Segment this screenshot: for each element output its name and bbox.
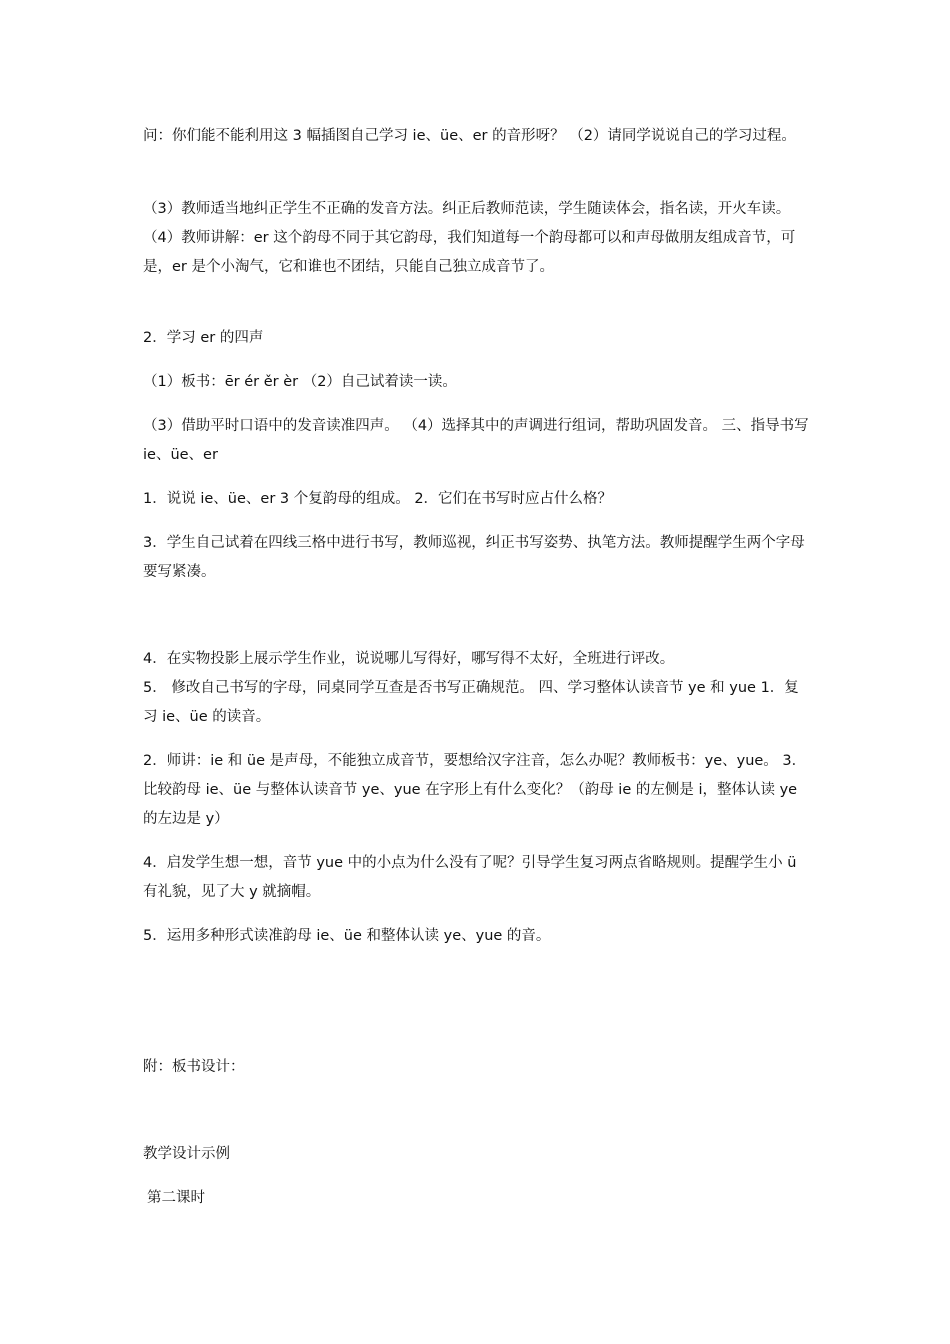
paragraph-writing-practice: 3．学生自己试着在四线三格中进行书写，教师巡视，纠正书写姿势、执笔方法。教师提醒学生两个字母要写紧凑。 xyxy=(143,535,805,580)
paragraph-question-illustrations: 问：你们能不能利用这 3 幅插图自己学习 ie、üe、er 的音形呀？ （2）请同学说说自己的学习过程。 xyxy=(143,128,796,144)
paragraph-teacher-correction: （3）教师适当地纠正学生不正确的发音方法。纠正后教师范读，学生随读体会，指名读，开火车读。 （4）教师讲解：er 这个韵母不同于其它韵母，我们知道每一个韵母都可以和声母做朋友组成音节，可是，er 是个小淘气，它和谁也不团结，只能自己独立成音节了。 xyxy=(143,201,796,275)
section-title-example: 教学设计示例 xyxy=(143,1146,230,1162)
paragraph-projection: 4．在实物投影上展示学生作业，说说哪儿写得好，哪写得不太好，全班进行评改。 xyxy=(143,651,675,667)
paragraph-composition: 1．说说 ie、üe、er 3 个复韵母的组成。 2．它们在书写时应占什么格？ xyxy=(143,491,613,507)
paragraph-dots-rule: 4．启发学生想一想，音节 yue 中的小点为什么没有了呢？引导学生复习两点省略规则。提醒学生小 ü 有礼貌，见了大 y 就摘帽。 xyxy=(143,855,797,900)
paragraph-revision: 5． 修改自己书写的字母，同桌同学互查是否书写正确规范。 四、学习整体认读音节 ye 和 yue 1．复习 ie、üe 的读音。 xyxy=(143,680,799,725)
paragraph-teacher-explains: 2．师讲：ie 和 üe 是声母，不能独立成音节，要想给汉字注音，怎么办呢？教师板书：ye、yue。 3．比较韵母 ie、üe 与整体认读音节 ye、yue 在字形上有什么变化？（韵母 ie 的左侧是 i，整体认读 ye 的左边是 y） xyxy=(143,753,807,827)
paragraph-board-design: 附：板书设计： xyxy=(143,1059,245,1075)
paragraph-section-er-tones: 2．学习 er 的四声 xyxy=(143,330,264,346)
paragraph-practice-reading: 5．运用多种形式读准韵母 ie、üe 和整体认读 ye、yue 的音。 xyxy=(143,928,551,944)
section-title-second-lesson: 第二课时 xyxy=(147,1190,205,1206)
paragraph-four-tones: （3）借助平时口语中的发音读准四声。 （4）选择其中的声调进行组词，帮助巩固发音。 三、指导书写 ie、üe、er xyxy=(143,418,809,463)
paragraph-board-tones: （1）板书：ēr ér ěr èr （2）自己试着读一读。 xyxy=(143,374,457,390)
